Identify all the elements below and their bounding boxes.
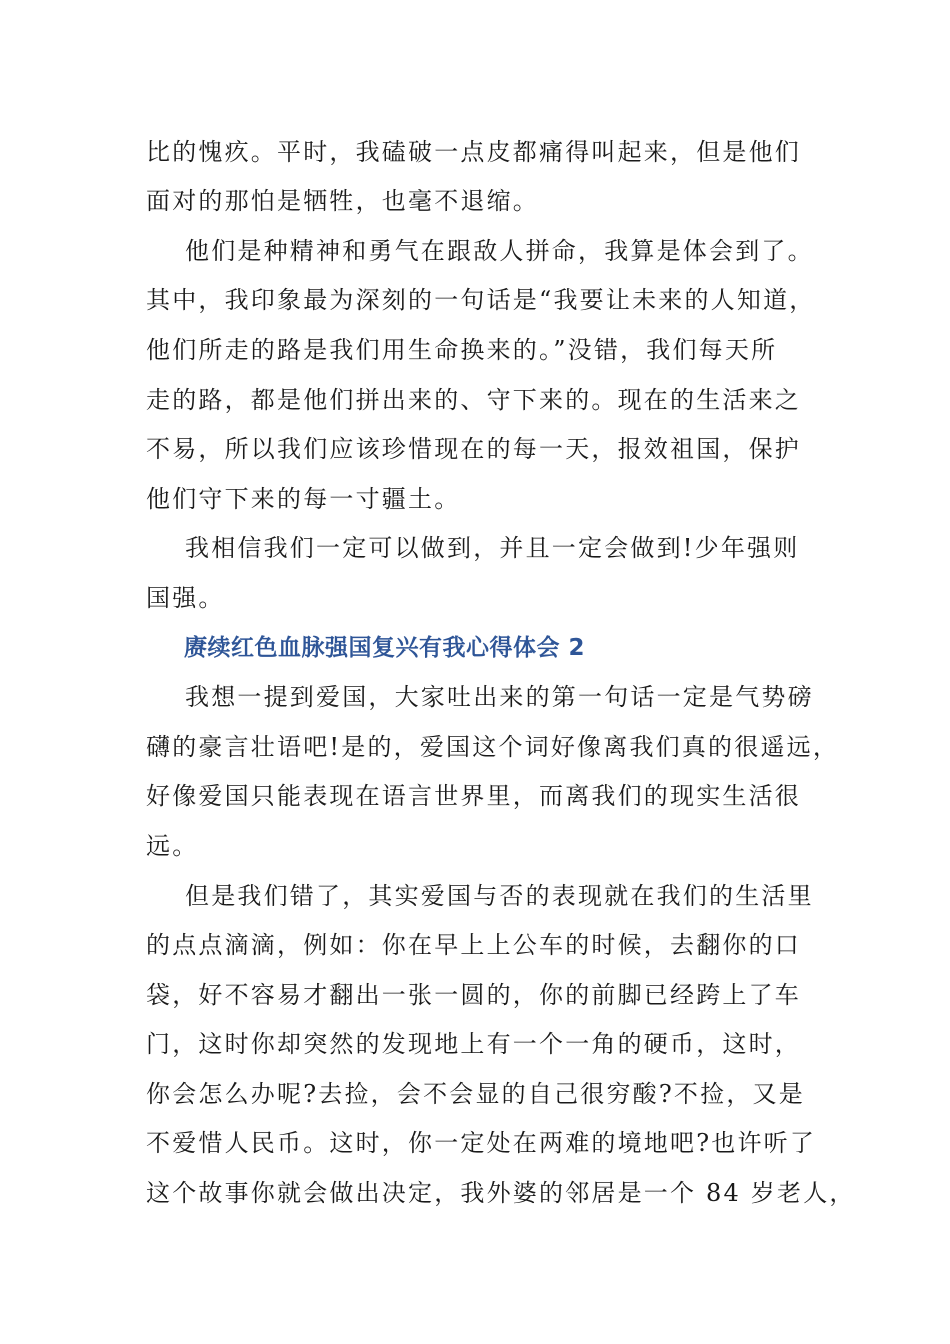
text-line: 比的愧疚。平时，我磕破一点皮都痛得叫起来，但是他们 [146, 138, 801, 166]
text-line: 国强。 [146, 584, 225, 612]
paragraph-first-line: 他们是种精神和勇气在跟敌人拼命，我算是体会到了。 [185, 237, 814, 265]
text-line: 门，这时你却突然的发现地上有一个一角的硬币，这时， [146, 1030, 801, 1058]
section-heading: 赓续红色血脉强国复兴有我心得体会 2 [184, 635, 586, 661]
text-line: 好像爱国只能表现在语言世界里，而离我们的现实生活很 [146, 782, 801, 810]
text-line: 面对的那怕是牺牲，也毫不退缩。 [146, 187, 539, 215]
text-line: 不易，所以我们应该珍惜现在的每一天，报效祖国，保护 [146, 435, 801, 463]
text-line: 不爱惜人民币。这时，你一定处在两难的境地吧?也许听了 [146, 1129, 817, 1157]
text-line: 其中，我印象最为深刻的一句话是“我要让未来的人知道， [146, 286, 816, 314]
text-line: 的点点滴滴，例如：你在早上上公车的时候，去翻你的口 [146, 931, 801, 959]
text-line: 他们所走的路是我们用生命换来的。”没错，我们每天所 [146, 336, 778, 364]
paragraph-first-line: 但是我们错了，其实爱国与否的表现就在我们的生活里 [185, 882, 814, 910]
paragraph-first-line: 我相信我们一定可以做到，并且一定会做到!少年强则 [185, 534, 800, 562]
text-line: 走的路，都是他们拼出来的、守下来的。现在的生活来之 [146, 386, 801, 414]
text-line: 远。 [146, 832, 199, 860]
text-line: 他们守下来的每一寸疆土。 [146, 485, 461, 513]
text-line: 你会怎么办呢?去捡，会不会显的自己很穷酸?不捡，又是 [146, 1080, 805, 1108]
text-line: 礴的豪言壮语吧!是的，爱国这个词好像离我们真的很遥远， [146, 733, 840, 761]
text-line: 袋，好不容易才翻出一张一圆的，你的前脚已经跨上了车 [146, 981, 801, 1009]
text-line: 这个故事你就会做出决定，我外婆的邻居是一个 84 岁老人， [146, 1179, 856, 1207]
paragraph-first-line: 我想一提到爱国，大家吐出来的第一句话一定是气势磅 [185, 683, 814, 711]
